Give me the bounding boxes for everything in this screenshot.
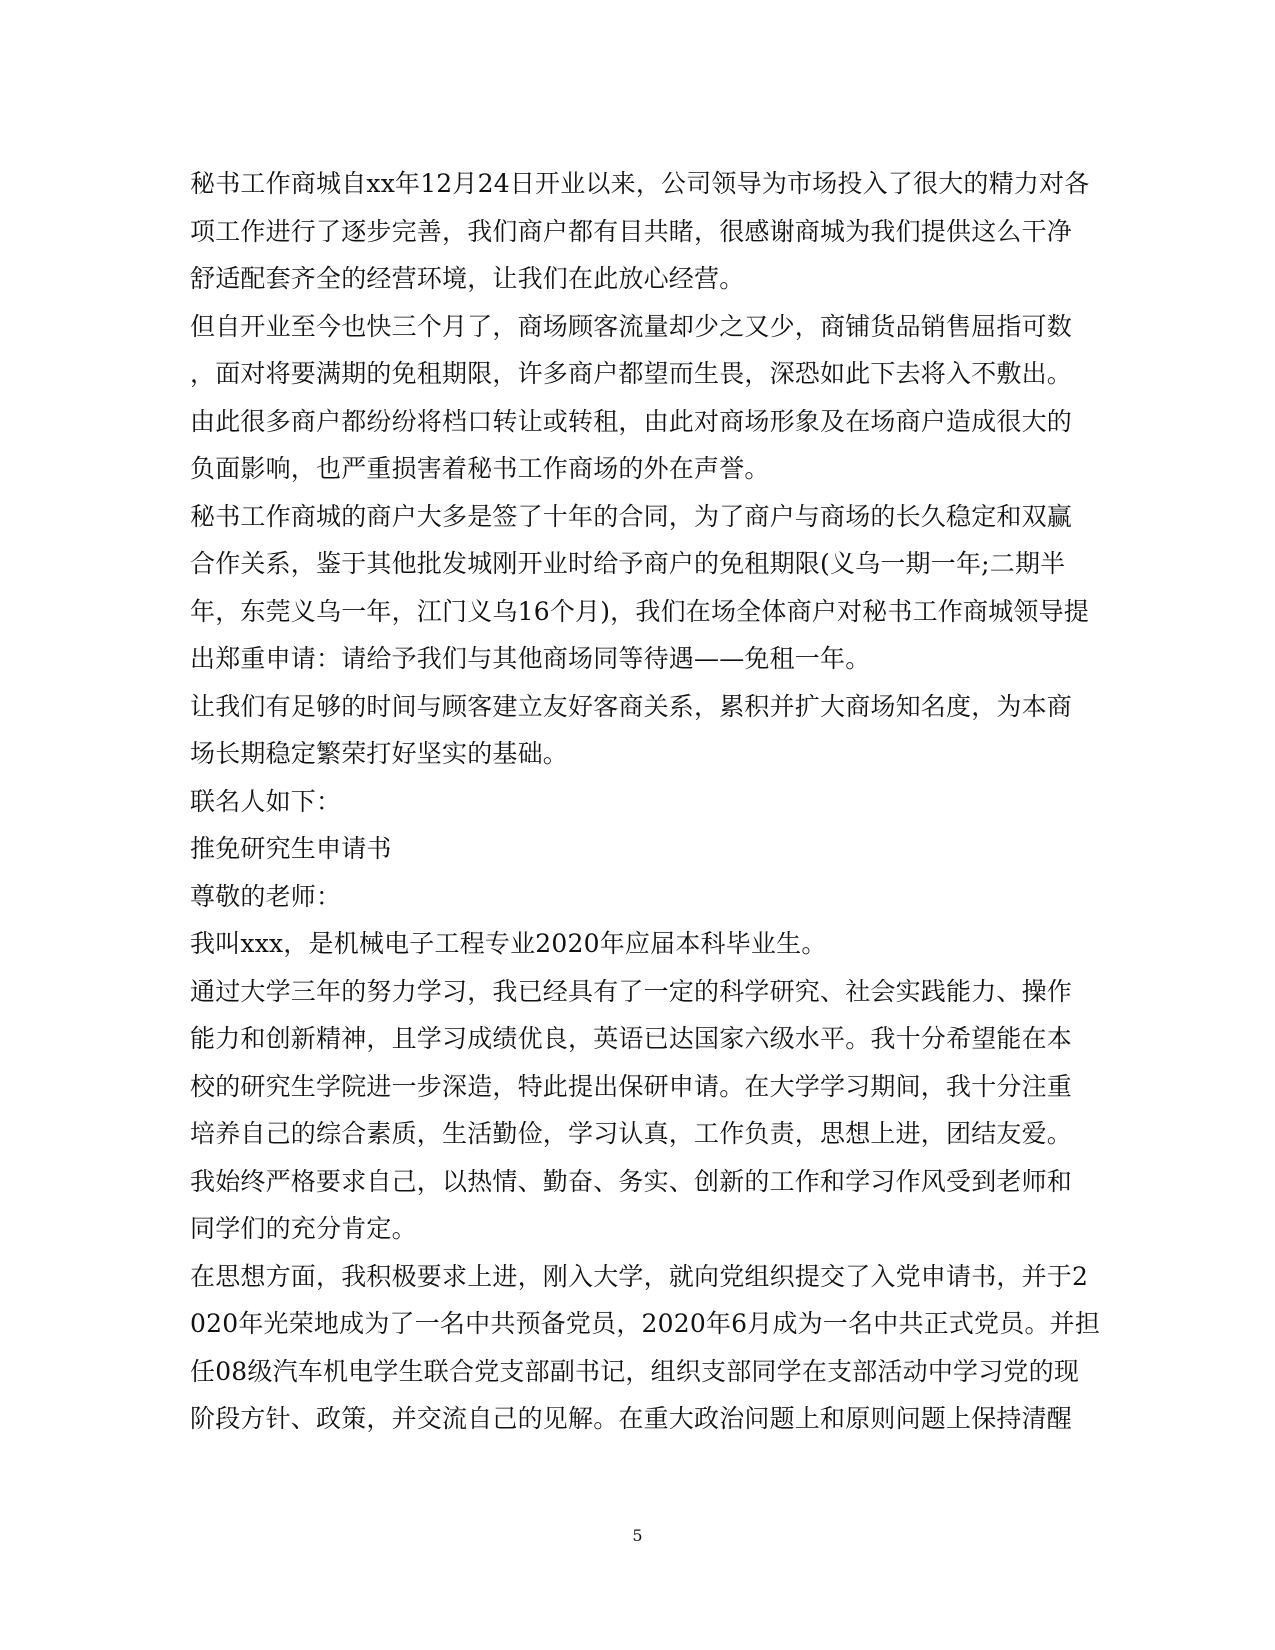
text-line: 我叫xxx，是机械电子工程专业2020年应届本科毕业生。 [190,929,827,958]
page-number: 5 [632,1526,643,1545]
text-line: 020年光荣地成为了一名中共预备党员，2020年6月成为一名中共正式党员。并担 [190,1309,1101,1338]
section-title: 推免研究生申请书 [190,834,392,863]
text-line: 合作关系，鉴于其他批发城刚开业时给予商户的免租期限(义乌一期一年;二期半 [190,549,1066,578]
text-line: 项工作进行了逐步完善，我们商户都有目共睹，很感谢商城为我们提供这么干净 [190,216,1073,246]
text-line: ，面对将要满期的免租期限，许多商户都望而生畏，深恐如此下去将入不敷出。 [190,359,1073,388]
text-line: 阶段方针、政策，并交流自己的见解。在重大政治问题上和原则问题上保持清醒 [190,1404,1073,1433]
salutation: 尊敬的老师： [190,881,342,911]
text-line: 联名人如下： [190,786,342,816]
text-line: 通过大学三年的努力学习，我已经具有了一定的科学研究、社会实践能力、操作 [190,976,1073,1006]
text-line: 由此很多商户都纷纷将档口转让或转租，由此对商场形象及在场商户造成很大的 [190,406,1073,436]
text-line: 培养自己的综合素质，生活勤俭，学习认真，工作负责，思想上进，团结友爱。 [190,1119,1073,1148]
text-line: 在思想方面，我积极要求上进，刚入大学，就向党组织提交了入党申请书，并于2 [190,1261,1089,1291]
text-line: 但自开业至今也快三个月了，商场顾客流量却少之又少，商铺货品销售屈指可数 [190,311,1073,341]
text-line: 舒适配套齐全的经营环境，让我们在此放心经营。 [190,264,745,293]
text-line: 任08级汽车机电学生联合党支部副书记，组织支部同学在支部活动中学习党的现 [190,1356,1080,1386]
text-line: 出郑重申请：请给予我们与其他商场同等待遇——免租一年。 [190,644,871,673]
text-line: 负面影响，也严重损害着秘书工作商场的外在声誉。 [190,454,770,483]
text-line: 我始终严格要求自己，以热情、勤奋、务实、创新的工作和学习作风受到老师和 [190,1166,1073,1196]
text-line: 年，东莞义乌一年，江门义乌16个月)，我们在场全体商户对秘书工作商城领导提 [190,596,1089,626]
text-line: 场长期稳定繁荣打好坚实的基础。 [190,739,569,768]
text-line: 能力和创新精神，且学习成绩优良，英语已达国家六级水平。我十分希望能在本 [190,1024,1073,1053]
text-line: 同学们的充分肯定。 [190,1214,417,1243]
text-line: 校的研究生学院进一步深造，特此提出保研申请。在大学学习期间，我十分注重 [190,1071,1073,1101]
text-line: 秘书工作商城自xx年12月24日开业以来，公司领导为市场投入了很大的精力对各 [190,169,1090,198]
text-line: 秘书工作商城的商户大多是签了十年的合同，为了商户与商场的长久稳定和双赢 [190,501,1073,531]
text-line: 让我们有足够的时间与顾客建立友好客商关系，累积并扩大商场知名度，为本商 [190,691,1073,721]
document-body [190,160,1101,1443]
